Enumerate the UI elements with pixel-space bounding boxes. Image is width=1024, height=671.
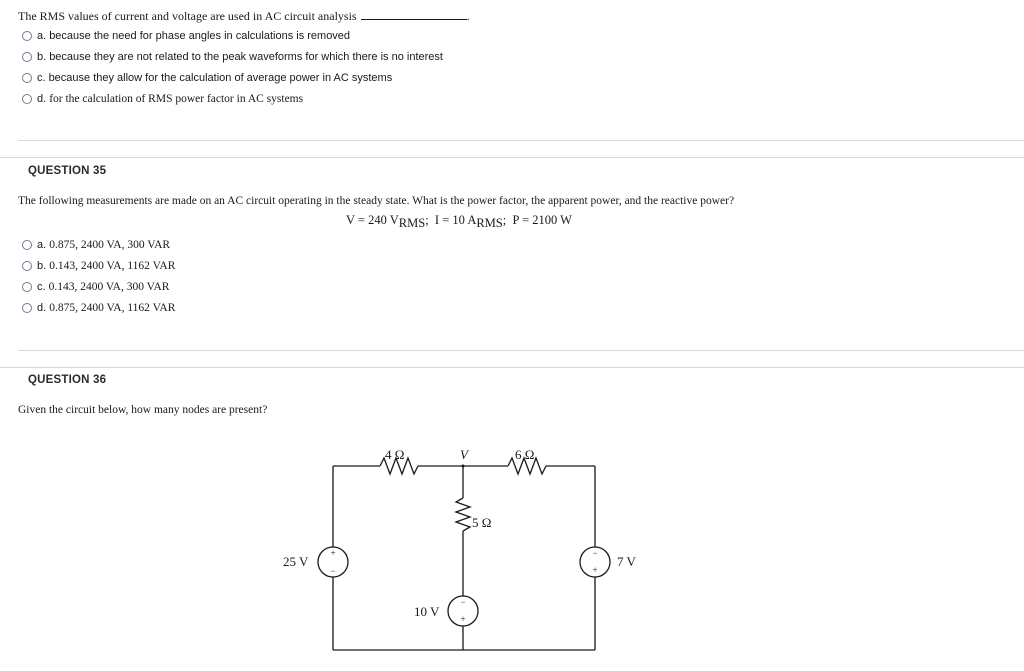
q34-option-d[interactable] xyxy=(37,91,303,107)
divider xyxy=(18,140,1024,141)
option-text: because the need for phase angles in calculations is removed xyxy=(49,30,351,42)
label-10v: 10 V xyxy=(414,604,440,619)
q35-option-c[interactable] xyxy=(37,279,169,295)
q35-option-d[interactable] xyxy=(37,300,175,316)
label-5ohm: 5 Ω xyxy=(472,515,492,530)
node-junction xyxy=(462,465,465,468)
divider xyxy=(0,157,1024,158)
q34-radio-c[interactable] xyxy=(22,73,32,83)
label-7v: 7 V xyxy=(617,554,636,569)
formula-voltage: V = 240 V xyxy=(346,213,399,227)
resistor-5ohm xyxy=(456,498,470,531)
q35-heading: QUESTION 35 xyxy=(28,165,107,177)
q35-radio-d[interactable] xyxy=(22,303,32,313)
q34-prompt-text: The RMS values of current and voltage are used in AC circuit analysis xyxy=(18,9,357,23)
q34-answer-blank xyxy=(361,10,467,20)
label-25v: 25 V xyxy=(283,554,309,569)
resistor-6ohm xyxy=(508,458,546,474)
divider xyxy=(18,350,1024,351)
q34-option-b[interactable] xyxy=(37,49,443,65)
polarity-25v-minus: − xyxy=(330,566,336,576)
option-letter: b. xyxy=(37,51,47,63)
formula-power: P = 2100 W xyxy=(512,213,572,227)
option-text: 0.143, 2400 VA, 1162 VAR xyxy=(49,260,176,272)
label-4ohm: 4 Ω xyxy=(385,447,405,462)
q34-trailing: . xyxy=(466,9,470,23)
q34-option-a[interactable] xyxy=(37,28,350,44)
formula-current-sub: RMS xyxy=(476,216,503,230)
q34-radio-a[interactable] xyxy=(22,31,32,41)
source-25v xyxy=(318,547,348,577)
formula-sep: ; xyxy=(425,213,429,227)
q35-formula xyxy=(346,213,572,231)
q34-option-c[interactable] xyxy=(37,70,392,86)
formula-sep: ; xyxy=(502,213,507,227)
option-text: 0.875, 2400 VA, 300 VAR xyxy=(49,239,171,251)
option-letter: d. xyxy=(37,302,47,314)
option-text: for the calculation of RMS power factor in AC systems xyxy=(49,93,304,105)
formula-voltage-sub: RMS xyxy=(398,216,426,230)
label-6ohm: 6 Ω xyxy=(515,447,535,462)
q36-heading: QUESTION 36 xyxy=(28,374,107,386)
option-letter: c. xyxy=(37,72,46,84)
q35-radio-c[interactable] xyxy=(22,282,32,292)
option-letter: d. xyxy=(37,93,47,105)
q34-radio-d[interactable] xyxy=(22,94,32,104)
formula-current: I = 10 A xyxy=(434,213,477,227)
source-7v xyxy=(580,547,610,577)
polarity-25v-plus: + xyxy=(330,548,336,558)
source-10v xyxy=(448,596,478,626)
label-node-v: V xyxy=(460,447,468,462)
q36-prompt: Given the circuit below, how many nodes are present? xyxy=(18,404,268,416)
resistor-4ohm xyxy=(380,458,418,474)
option-text: 0.143, 2400 VA, 300 VAR xyxy=(48,281,170,293)
divider xyxy=(0,367,1024,368)
q35-radio-a[interactable] xyxy=(22,240,32,250)
q35-radio-b[interactable] xyxy=(22,261,32,271)
q34-prompt xyxy=(18,9,470,24)
polarity-10v-minus: − xyxy=(460,597,466,607)
polarity-10v-plus: + xyxy=(460,614,466,624)
option-letter: c. xyxy=(37,281,46,293)
option-letter: b. xyxy=(37,260,47,272)
polarity-7v-minus: − xyxy=(592,548,598,558)
option-text: because they allow for the calculation of average power in AC systems xyxy=(48,72,393,84)
q34-radio-b[interactable] xyxy=(22,52,32,62)
q35-option-b[interactable] xyxy=(37,258,175,274)
option-letter: a. xyxy=(37,239,47,251)
option-text: because they are not related to the peak waveforms for which there is no interest xyxy=(49,51,443,63)
polarity-7v-plus: + xyxy=(592,565,598,575)
q35-option-a[interactable] xyxy=(37,237,170,253)
option-text: 0.875, 2400 VA, 1162 VAR xyxy=(49,302,176,314)
option-letter: a. xyxy=(37,30,47,42)
q35-prompt: The following measurements are made on an AC circuit operating in the steady state. What is the power factor, the apparent power, and the reactive power? xyxy=(18,195,735,207)
